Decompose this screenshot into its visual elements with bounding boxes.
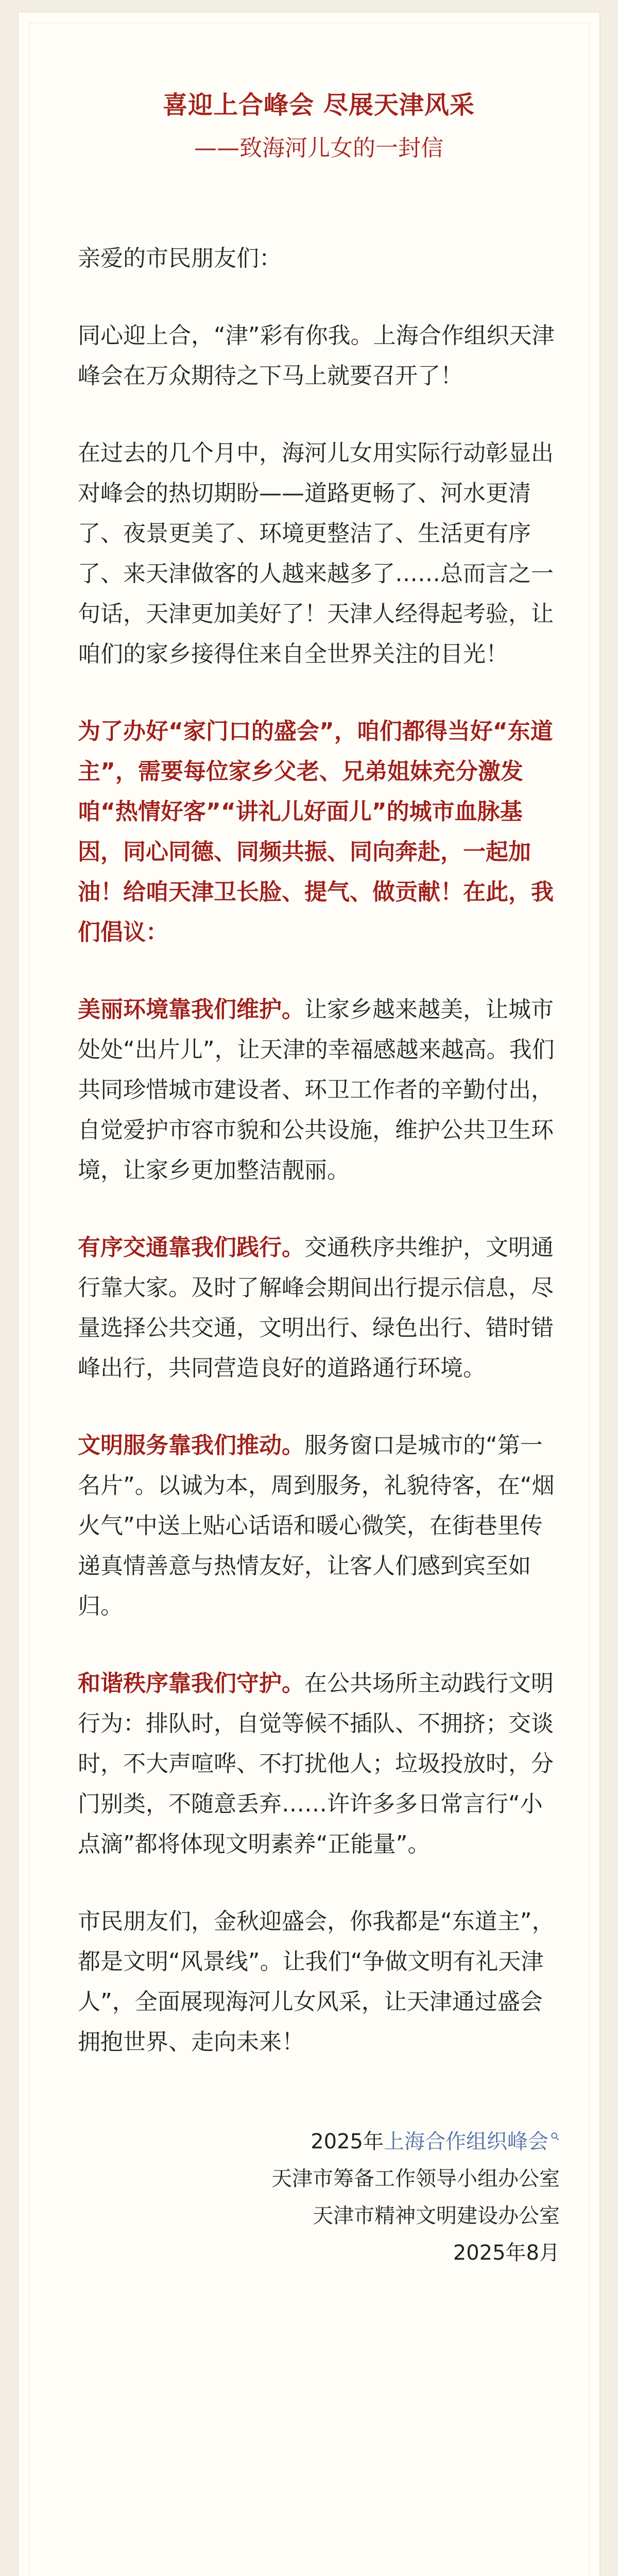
paragraph-call-to-action: 为了办好“家门口的盛会”，咱们都得当好“东道主”，需要每位家乡父老、兄弟姐妹充分激发咱“热情好客”“讲礼儿好面儿”的城市血脉基因，同心同德、同频共振、同向奔赴，一起加油！给咱天津卫长脸、提气、做贡献！在此，我们倡议： xyxy=(78,718,554,945)
section-traffic-body: 交通秩序共维护，文明通行靠大家。及时了解峰会期间出行提示信息，尽量选择公共交通，文明出行、绿色出行、错时错峰出行，共同营造良好的道路通行环境。 xyxy=(78,1234,554,1381)
section-service-body: 服务窗口是城市的“第一名片”。以诚为本，周到服务，礼貌待客，在“烟火气”中送上贴心话语和暖心微笑，在街巷里传递真情善意与热情友好，让客人们感到宾至如归。 xyxy=(78,1432,555,1619)
section-order-body: 在公共场所主动践行文明行为：排队时，自觉等候不插队、不拥挤；交谈时，不大声喧哗、不打扰他人；垃圾投放时，分门别类，不随意丢弃……许许多多日常言行“小点滴”都将体现文明素养“正能量”。 xyxy=(78,1670,554,1857)
signature-block xyxy=(78,2123,560,2272)
section-service xyxy=(78,1426,560,1626)
section-environment xyxy=(78,990,560,1191)
summit-link[interactable]: 上海合作组织峰会 xyxy=(384,2130,548,2154)
section-order xyxy=(78,1664,560,1865)
paragraph-intro: 同心迎上合，“津”彩有你我。上海合作组织天津峰会在万众期待之下马上就要召开了！ xyxy=(78,323,555,389)
closing-paragraph: 市民朋友们，金秋迎盛会，你我都是“东道主”，都是文明“风景线”。让我们“争做文明有礼天津人”，全面展现海河儿女风采，让天津通过盛会拥抱世界、走向未来！ xyxy=(78,1908,555,2055)
signature-line-3: 天津市精神文明建设办公室 xyxy=(313,2204,560,2228)
section-environment-lead: 美丽环境靠我们维护。 xyxy=(78,996,304,1023)
section-order-lead: 和谐秩序靠我们守护。 xyxy=(78,1670,304,1697)
section-traffic-lead: 有序交通靠我们践行。 xyxy=(78,1234,304,1261)
letter-title: 喜迎上合峰会 尽展天津风采 xyxy=(163,91,475,120)
paragraph-progress: 在过去的几个月中，海河儿女用实际行动彰显出对峰会的热切期盼——道路更畅了、河水更清了、夜景更美了、环境更整洁了、生活更有序了、来天津做客的人越来越多了……总而言之一句话，天津更加美好了！天津人经得起考验，让咱们的家乡接得住来自全世界关注的目光！ xyxy=(78,440,554,667)
section-environment-body: 让家乡越来越美，让城市处处“出片儿”，让天津的幸福感越来越高。我们共同珍惜城市建设者、环卫工作者的辛勤付出，自觉爱护市容市貌和公共设施，维护公共卫生环境，让家乡更加整洁靓丽。 xyxy=(78,996,555,1183)
letter-subtitle: ——致海河儿女的一封信 xyxy=(194,135,443,161)
letter-paper xyxy=(18,11,600,2576)
section-service-lead: 文明服务靠我们推动。 xyxy=(78,1432,304,1459)
search-icon[interactable] xyxy=(551,2132,560,2141)
letter-content xyxy=(78,87,560,2272)
signature-prefix: 2025年 xyxy=(311,2130,384,2154)
signature-line-1 xyxy=(78,2123,560,2160)
signature-date: 2025年8月 xyxy=(453,2241,560,2265)
letter-header xyxy=(78,87,560,166)
greeting: 亲爱的市民朋友们： xyxy=(78,245,282,272)
section-traffic xyxy=(78,1228,560,1388)
signature-line-2: 天津市筹备工作领导小组办公室 xyxy=(271,2167,560,2191)
